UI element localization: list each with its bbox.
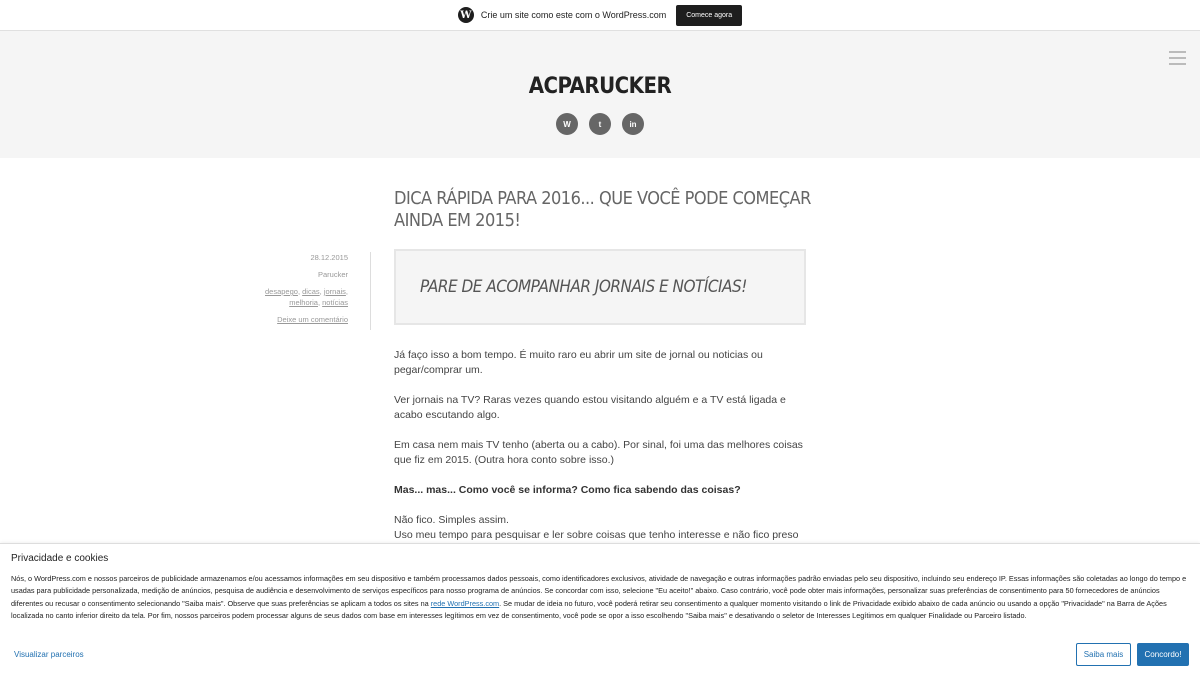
paragraph: Uso meu tempo para pesquisar e ler sobre coisas que tenho interesse e não fico preso — [394, 529, 799, 541]
quote-box — [394, 249, 806, 325]
paragraph: Ver jornais na TV? Raras vezes quando estou visitando alguém e a TV está ligada e acabo escutando algo. — [394, 394, 786, 421]
tag-link[interactable]: melhoria — [289, 298, 318, 307]
wordpress-icon: W — [458, 7, 474, 23]
linkedin-icon[interactable]: in — [622, 113, 644, 135]
paragraph: Mas... mas... Como você se informa? Como fica sabendo das coisas? — [394, 484, 741, 496]
post-date[interactable]: 28.12.2015 — [310, 253, 348, 262]
post-content — [394, 348, 806, 558]
wordpress-banner — [0, 0, 1200, 31]
quote-text: PARE DE ACOMPANHAR JORNAIS E NOTÍCIAS! — [420, 277, 747, 297]
tag-link[interactable]: notícias — [322, 298, 348, 307]
paragraph: Em casa nem mais TV tenho (aberta ou a cabo). Por sinal, foi uma das melhores coisas que fiz em 2015. (Outra hora conto sobre isso.) — [394, 439, 803, 466]
wordpress-banner-text[interactable]: Crie um site como este com o WordPress.com — [480, 10, 667, 20]
tag-link[interactable]: dicas — [302, 287, 320, 296]
tag-link[interactable]: desapego — [265, 287, 298, 296]
start-now-button[interactable]: Comece agora — [676, 5, 742, 26]
accept-button[interactable]: Concordo! — [1137, 643, 1189, 666]
learn-more-button[interactable]: Saiba mais — [1076, 643, 1131, 666]
paragraph: Não fico. Simples assim. — [394, 514, 509, 526]
social-links — [0, 113, 1200, 135]
paragraph: Já faço isso a bom tempo. É muito raro eu abrir um site de jornal ou noticias ou pegar/comprar um. — [394, 349, 763, 376]
hamburger-menu-icon[interactable] — [1169, 51, 1186, 65]
cookie-title: Privacidade e cookies — [11, 553, 109, 564]
site-title[interactable]: ACPARUCKER — [528, 74, 672, 99]
wordpress-network-link[interactable]: rede WordPress.com — [430, 598, 500, 608]
view-partners-link[interactable]: Visualizar parceiros — [14, 650, 84, 659]
leave-comment-link[interactable]: Deixe um comentário — [277, 315, 348, 324]
site-header — [0, 31, 1200, 158]
cookie-text: Nós, o WordPress.com e nossos parceiros de publicidade armazenamos e/ou acessamos informações em seu dispositivo e também processamos dados pessoais, como identificadores exclusivos, atividade de navegação e outras informações padrão enviadas pelo seu dispositivo, incluindo seu endereço IP. Essas informações são coletadas ao longo do tempo e usadas para publicidade personalizada, medição de anúncios, pesquisa de audiência e desenvolvimento de serviços específicos para nosso programa de anúncios. Se concordar com isso, selecione "Eu aceito!" abaixo. Caso contrário, você pode obter mais informações, personalizar suas preferências de consentimento para 50 fornecedores de anúncios diferentes ou recusar o consentimento selecionando "Saiba mais". Observe que suas preferências se aplicam a todos os sites na rede WordPress.com. Se mudar de ideia no futuro, você poderá retirar seu consentimento a qualquer momento visitando o link de Privacidade exibido abaixo de cada anúncio ou usando a opção "Privacidade" na Barra de Ações localizada no canto inferior direito da tela. Por fim, nossos parceiros podem processar alguns de seus dados com base em interesses legítimos em vez de consentimento, você pode se opor a isso escolhendo "Saiba mais" e desativando o seletor de Interesses Legítimos em qualquer Finalidade ou Parceiro listado. — [11, 574, 1187, 621]
tag-link[interactable]: jornais — [323, 287, 346, 296]
wordpress-icon[interactable]: W — [556, 113, 578, 135]
post-meta — [240, 252, 348, 331]
cookie-banner — [0, 543, 1200, 675]
post-tags: desapego, dicas, jornais, melhoria, notícias — [265, 287, 348, 307]
meta-divider — [370, 252, 371, 330]
post-author[interactable]: Parucker — [317, 270, 348, 279]
twitter-icon[interactable]: t — [589, 113, 611, 135]
post-title[interactable]: DICA RÁPIDA PARA 2016... QUE VOCÊ PODE COMEÇAR AINDA EM 2015! — [394, 188, 811, 231]
